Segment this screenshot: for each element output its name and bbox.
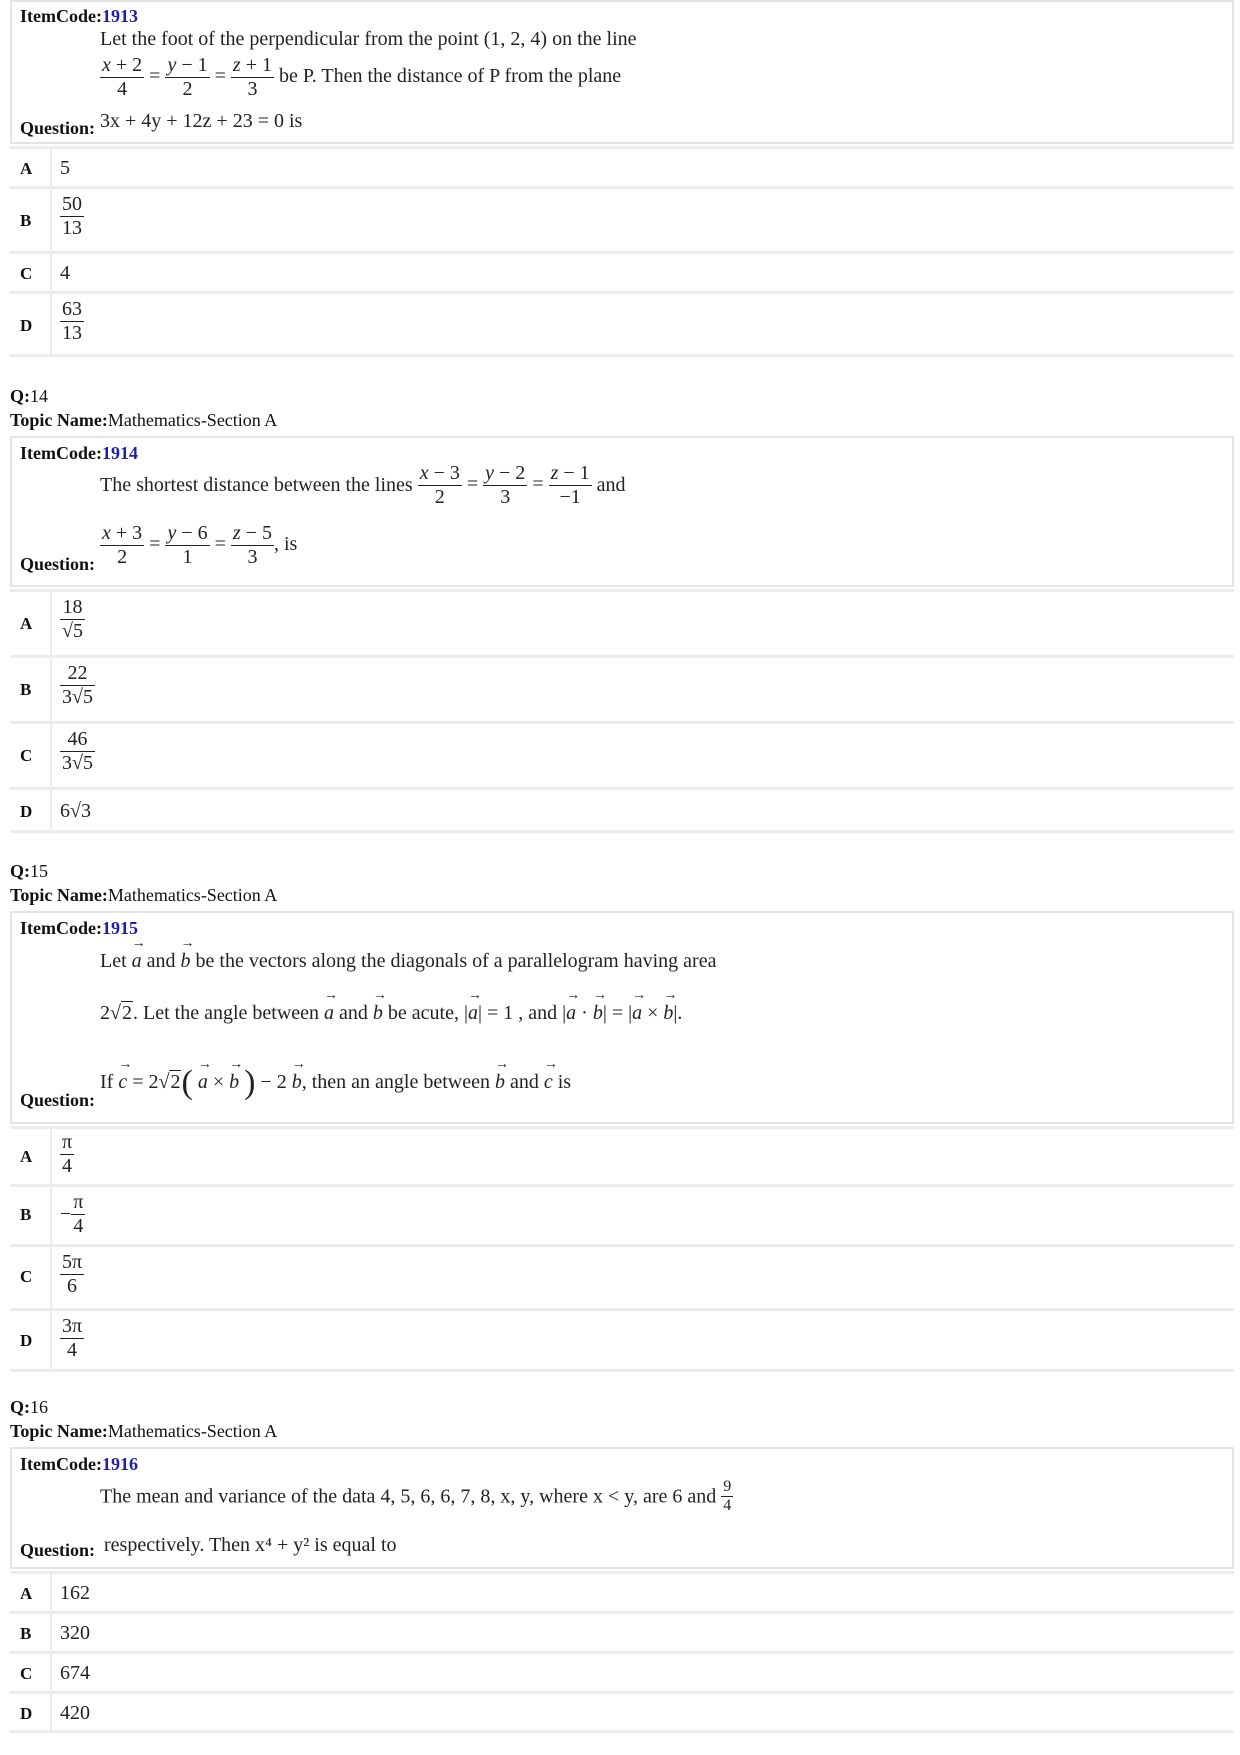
- question-number: Q:16: [10, 1397, 48, 1417]
- option-b[interactable]: B 320: [10, 1611, 1234, 1651]
- question-stem-line-2: 2√2. Let the angle between → a and → b be acute, |→ a| = 1 , and |→ a · → b| = |→ a × → b|.: [100, 1002, 682, 1025]
- option-d[interactable]: D 6√3: [10, 787, 1234, 833]
- question-number: Q:14: [10, 386, 48, 406]
- option-a[interactable]: A $\frac{18}{√5}$: [10, 589, 1234, 655]
- fraction-z: $\frac{z + 1}{3}$: [232, 54, 272, 100]
- option-divider: [50, 254, 52, 291]
- question-stem-line-1: The shortest distance between the lines $\frac{x - 3}{2}$ = $\frac{y - 2}{3}$ = $\frac{z - 1}{-1}$ and: [100, 462, 626, 508]
- option-c[interactable]: C $\frac{5\pi}{6}$: [10, 1244, 1234, 1308]
- item-code-number: 1913: [101, 6, 138, 26]
- stem-line-2-text: be P. Then the distance of P from the plane: [278, 65, 622, 88]
- fraction-x: $\frac{x + 2}{4}$: [102, 54, 143, 100]
- question-stem-line-2: $\frac{x + 2}{4}$ = $\frac{y - 1}{2}$ = $\frac{z + 1}{3}$ be P. Then the distance of P from the plane: [102, 54, 622, 100]
- option-d[interactable]: D 420: [10, 1691, 1234, 1733]
- option-divider: [50, 189, 52, 251]
- option-b[interactable]: B $\frac{22}{3√5}$: [10, 655, 1234, 721]
- item-code-label: ItemCode:: [20, 6, 102, 26]
- option-letter: D: [20, 316, 33, 335]
- option-d[interactable]: [10, 291, 1234, 357]
- option-b[interactable]: [10, 186, 1234, 251]
- option-b[interactable]: B − $\frac{\pi}{4}$: [10, 1184, 1234, 1244]
- option-c[interactable]: [10, 251, 1234, 291]
- item-code-1913: [20, 6, 138, 27]
- question-stem-line-1: Let the foot of the perpendicular from the point (1, 2, 4) on the line: [100, 28, 637, 50]
- question-stem-line-3: If → c = 2√2( → a × → b ) − 2 → b, then an angle between → b and → c is: [100, 1064, 571, 1102]
- option-fraction: $\frac{63}{13}$: [62, 298, 82, 344]
- question-stem-line-1: Let → a and → b be the vectors along the diagonals of a parallelogram having area: [100, 950, 716, 973]
- item-code-1914: ItemCode:1914: [20, 443, 138, 463]
- option-divider: [50, 294, 52, 354]
- option-divider: [50, 149, 52, 186]
- option-a[interactable]: A 162: [10, 1571, 1234, 1611]
- topic-name: Topic Name:Mathematics-Section A: [10, 885, 278, 905]
- option-c[interactable]: C 674: [10, 1651, 1234, 1691]
- option-letter: A: [20, 159, 33, 178]
- option-letter: C: [20, 264, 33, 283]
- option-d[interactable]: D $\frac{3\pi}{4}$: [10, 1308, 1234, 1372]
- question-label: Question:: [20, 1540, 96, 1560]
- option-c[interactable]: C $\frac{46}{3√5}$: [10, 721, 1234, 787]
- item-code-1916: ItemCode:1916: [20, 1454, 138, 1474]
- question-label: Question:: [20, 118, 96, 138]
- topic-name: Topic Name:Mathematics-Section A: [10, 410, 278, 430]
- question-number: Q:15: [10, 861, 48, 881]
- question-stem-line-1: The mean and variance of the data 4, 5, 6, 6, 7, 8, x, y, where x < y, are 6 and $\frac{9}{4}$: [100, 1478, 732, 1515]
- question-label: Question:: [20, 554, 96, 574]
- question-stem-line-2: respectively. Then x⁴ + y² is equal to: [104, 1534, 397, 1556]
- item-code-1915: ItemCode:1915: [20, 918, 138, 938]
- question-stem-line-2: $\frac{x + 3}{2}$ = $\frac{y - 6}{1}$ = $\frac{z - 5}{3}$ , is: [102, 522, 298, 568]
- option-value: 5: [60, 157, 70, 179]
- topic-name: Topic Name:Mathematics-Section A: [10, 1421, 278, 1441]
- question-label: Question:: [20, 1090, 96, 1110]
- option-value: 4: [60, 262, 70, 284]
- question-stem-line-3: 3x + 4y + 12z + 23 = 0 is: [100, 110, 303, 132]
- option-a[interactable]: A $\frac{\pi}{4}$: [10, 1126, 1234, 1184]
- option-fraction: $\frac{50}{13}$: [62, 193, 82, 239]
- option-a[interactable]: [10, 146, 1234, 186]
- option-letter: B: [20, 211, 32, 230]
- fraction-y: $\frac{y - 1}{2}$: [167, 54, 208, 100]
